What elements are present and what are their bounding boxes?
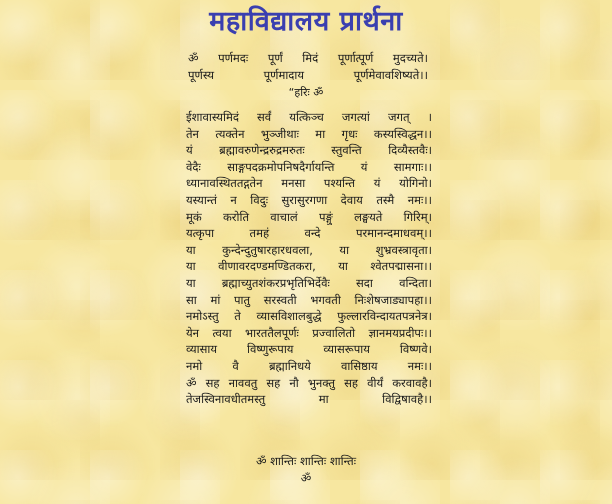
verse-line: यस्यान्तं न विदुः सुरासुरगणा देवाय तस्मै नमः।।: [186, 192, 432, 207]
verse-line: तेन त्यक्तेन भुञ्जीथाः मा गृधः कस्यस्विद्धन।।: [186, 126, 432, 141]
verse-line: सा मां पातु सरस्वती भगवती निःशेषजाड्यापहा।।: [186, 292, 432, 307]
verse-line: तेजस्विनावधीतमस्तु मा विद्विषावहै।।: [186, 392, 432, 407]
verse-line: वेदैः साङ्गपदक्रमोपनिषदैर्गायन्ति यं सामगाः।।: [186, 159, 432, 174]
verse-line: यत्कृपा तमहं वन्दे परमानन्दमाधवम्।।: [186, 226, 432, 241]
verse-line: ध्यानावस्थिततद्गतेन मनसा पश्यन्ति यं योगिनो।: [186, 176, 432, 191]
verse-line: व्यासाय विष्णुरूपाय व्यासरूपाय विष्णवे।: [186, 342, 432, 357]
page-title: महाविद्यालय प्रार्थना: [209, 6, 403, 37]
shanti-mantra: ॐ शान्तिः शान्तिः शान्तिः: [255, 454, 357, 468]
prayer-verses: [186, 109, 432, 408]
verse-line: येन त्वया भारततैलपूर्णः प्रज्वालितो ज्ञानमयप्रदीपः।।: [186, 325, 432, 340]
verse-line: ॐ सह नाववतु सह नौ भुनक्तु सह वीर्यं करवावहै।: [186, 375, 432, 390]
verse-line: ईशावास्यमिदं सर्वं यत्किञ्च जगत्यां जगत् ।: [186, 110, 432, 124]
verse-line: नमोऽस्तु ते व्यासविशालबुद्धे फुल्लारविन्दायतपत्रनेत्र।: [186, 309, 432, 324]
verse-line: यं ब्रह्मावरुणेन्द्ररुद्रमरुतः स्तुवन्ति दिव्यैस्तवैः।: [186, 143, 432, 158]
verse-line: या कुन्देन्दुतुषारहारधवला, या शुभ्रवस्त्रावृता।: [186, 242, 432, 257]
intro-mantra: [188, 50, 428, 84]
verse-line: नमो वै ब्रह्मानिधये वासिष्ठाय नमः।।: [186, 358, 432, 373]
hari-om-line: “हरिः ॐ: [288, 86, 324, 99]
intro-line: ॐ पर्णमदः पूर्णं मिदं पूर्णात्पूर्ण मुदच्यते।: [188, 51, 428, 65]
verse-line: या वीणावरदण्डमण्डितकरा, या श्वेतपद्मासना।।: [186, 259, 432, 274]
verse-line: मूकं करोति वाचालं पङ्गुं लङ्घयते गिरिम्।: [186, 209, 432, 224]
intro-line: पूर्णस्य पूर्णमादाय पूर्णमेवावशिष्यते।।: [188, 68, 428, 82]
verse-line: या ब्रह्माच्युतशंकरप्रभृतिभिर्देवैः सदा वन्दिता।: [186, 275, 432, 290]
closing-om: ॐ: [300, 471, 312, 485]
